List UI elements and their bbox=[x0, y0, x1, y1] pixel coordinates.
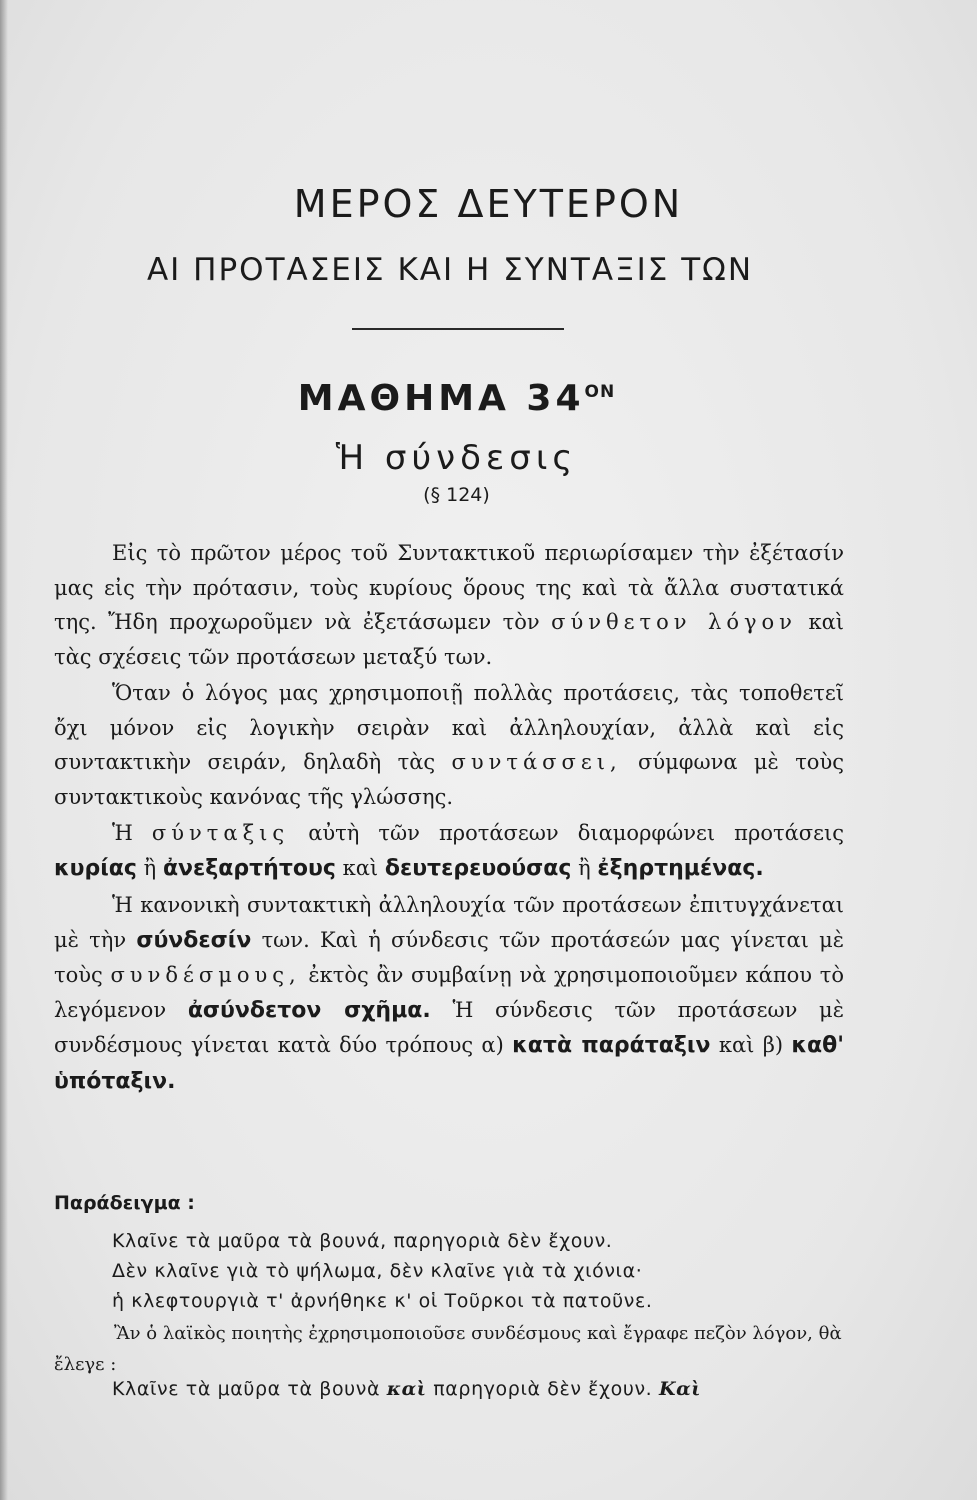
lesson-title bbox=[0, 378, 913, 419]
paragraph-3-text-b: ἢ bbox=[143, 855, 157, 880]
lesson-title-suffix: ΟΝ bbox=[584, 382, 616, 402]
paragraph-3-text-c: καὶ bbox=[342, 855, 379, 880]
paragraph-4-text-a: Ἡ κανονικὴ συντακτικὴ ἀλληλουχία τῶν προτάσεων ἐπιτυγχάνεται μὲ τὴν bbox=[54, 893, 844, 952]
paragraph-3-text-a: αὐτὴ τῶν προτάσεων διαμορφώνει προτάσεις bbox=[308, 821, 844, 845]
paragraph-1-text-b: καὶ τὰς σχέσεις τῶν προτάσεων μεταξύ των. bbox=[54, 610, 844, 669]
paragraph-2-spaced-term: συντάσσει, bbox=[451, 750, 622, 774]
paragraph-2-text-b: σύμφωνα μὲ τοὺς συντακτικοὺς κανόνας τῆς γλώσσης. bbox=[54, 750, 844, 809]
paragraph-3 bbox=[54, 816, 844, 886]
paragraph-3-text-0: Ἡ bbox=[112, 821, 133, 845]
paragraph-4-spaced-term: συνδέσμους, bbox=[110, 963, 301, 987]
paragraph-4-text-b: των. Καὶ ἡ σύνδεσις τῶν προτάσεών μας γίνεται μὲ τοὺς bbox=[54, 927, 844, 987]
paragraph-3-spaced-term: σύνταξις bbox=[151, 821, 290, 845]
title-divider bbox=[352, 328, 564, 330]
paragraph-1-spaced-term: σύνθετον λόγον bbox=[551, 610, 797, 634]
paragraph-3-text-d: ἢ bbox=[578, 855, 591, 880]
term-parataxin: κατὰ παράταξιν bbox=[512, 1033, 711, 1058]
term-deutereuousas: δευτερευούσας bbox=[384, 855, 572, 881]
paragraph-4-text-e: καὶ β) bbox=[718, 1033, 784, 1057]
example-note-text: Ἂν ὁ λαϊκὸς ποιητὴς ἐχρησιμοποιοῦσε συνδέσμους καὶ ἔγραφε πεζὸν λόγον, θὰ ἔλεγε : bbox=[54, 1323, 842, 1375]
term-kyrias: κυρίας bbox=[54, 855, 137, 881]
paragraph-2 bbox=[54, 676, 844, 814]
paragraph-1-text-a: Εἰς τὸ πρῶτον μέρος τοῦ Συντακτικοῦ περιωρίσαμεν τὴν ἐξέτασίν μας εἰς τὴν πρότασιν, τοὺς κυρίους ὅρους της καὶ τὰ ἄλλα συστατικά της. Ἤδη προχωροῦμεν νὰ ἐξετάσωμεν τὸν bbox=[54, 541, 844, 634]
section-reference: (§ 124) bbox=[423, 484, 490, 506]
verse-rewritten-conjunction-2: Καὶ bbox=[658, 1378, 702, 1400]
lesson-topic: Ἡ σύνδεσις bbox=[335, 438, 578, 478]
term-hypotaxin: καθ' ὑπόταξιν. bbox=[54, 1033, 844, 1094]
paragraph-4-text-c: ἐκτὸς ἂν συμβαίνῃ νὰ χρησιμοποιοῦμεν κάπου τὸ λεγόμενον bbox=[54, 963, 844, 1022]
term-exirtimenas: ἐξηρτημένας. bbox=[597, 855, 764, 881]
lesson-body bbox=[54, 536, 844, 1099]
verse-rewritten-conjunction: καὶ bbox=[386, 1378, 427, 1400]
verse-rewritten-text-a: Κλαῖνε τὰ μαῦρα τὰ βουνὰ bbox=[112, 1378, 381, 1400]
paragraph-1 bbox=[54, 536, 844, 674]
term-anexartitous: ἀνεξαρτήτους bbox=[162, 855, 336, 881]
part-title: ΜΕΡΟΣ ΔΕΥΤΕΡΟΝ bbox=[293, 182, 684, 226]
example-label: Παράδειγμα : bbox=[54, 1192, 195, 1214]
paragraph-4 bbox=[54, 888, 844, 1099]
paragraph-2-text-a: Ὅταν ὁ λόγος μας χρησιμοποιῇ πολλὰς προτάσεις, τὰς τοποθετεῖ ὄχι μόνον εἰς λογικὴν σειρὰν καὶ ἀλληλουχίαν, ἀλλὰ καὶ εἰς συντακτικὴν σειράν, δηλαδὴ τὰς bbox=[54, 681, 844, 774]
paragraph-4-text-d: Ἡ σύνδεσις τῶν προτάσεων μὲ συνδέσμους γίνεται κατὰ δύο τρόπους α) bbox=[54, 997, 844, 1057]
lesson-title-text: ΜΑΘΗΜΑ 34 bbox=[297, 378, 585, 419]
term-syndesin: σύνδεσίν bbox=[136, 927, 252, 953]
verse-line-2: Δὲν κλαῖνε γιὰ τὸ ψήλωμα, δὲν κλαῖνε γιὰ τὰ χιόνια· bbox=[112, 1260, 643, 1282]
verse-line-1: Κλαῖνε τὰ μαῦρα τὰ βουνά, παρηγοριὰ δὲν ἔχουν. bbox=[112, 1230, 613, 1252]
verse-rewritten-text-b: παρηγοριὰ δὲν ἔχουν. bbox=[433, 1378, 653, 1400]
term-asyndeton-schima: ἀσύνδετον σχῆμα. bbox=[187, 997, 431, 1023]
section-title: ΑΙ ΠΡΟΤΑΣΕΙΣ ΚΑΙ Η ΣΥΝΤΑΞΙΣ ΤΩΝ bbox=[146, 252, 754, 288]
verse-rewritten bbox=[112, 1378, 701, 1400]
verse-line-3: ἡ κλεφτουργιὰ τ' ἀρνήθηκε κ' οἱ Τοῦρκοι τὰ πατοῦνε. bbox=[112, 1290, 653, 1312]
example-note bbox=[54, 1318, 846, 1380]
